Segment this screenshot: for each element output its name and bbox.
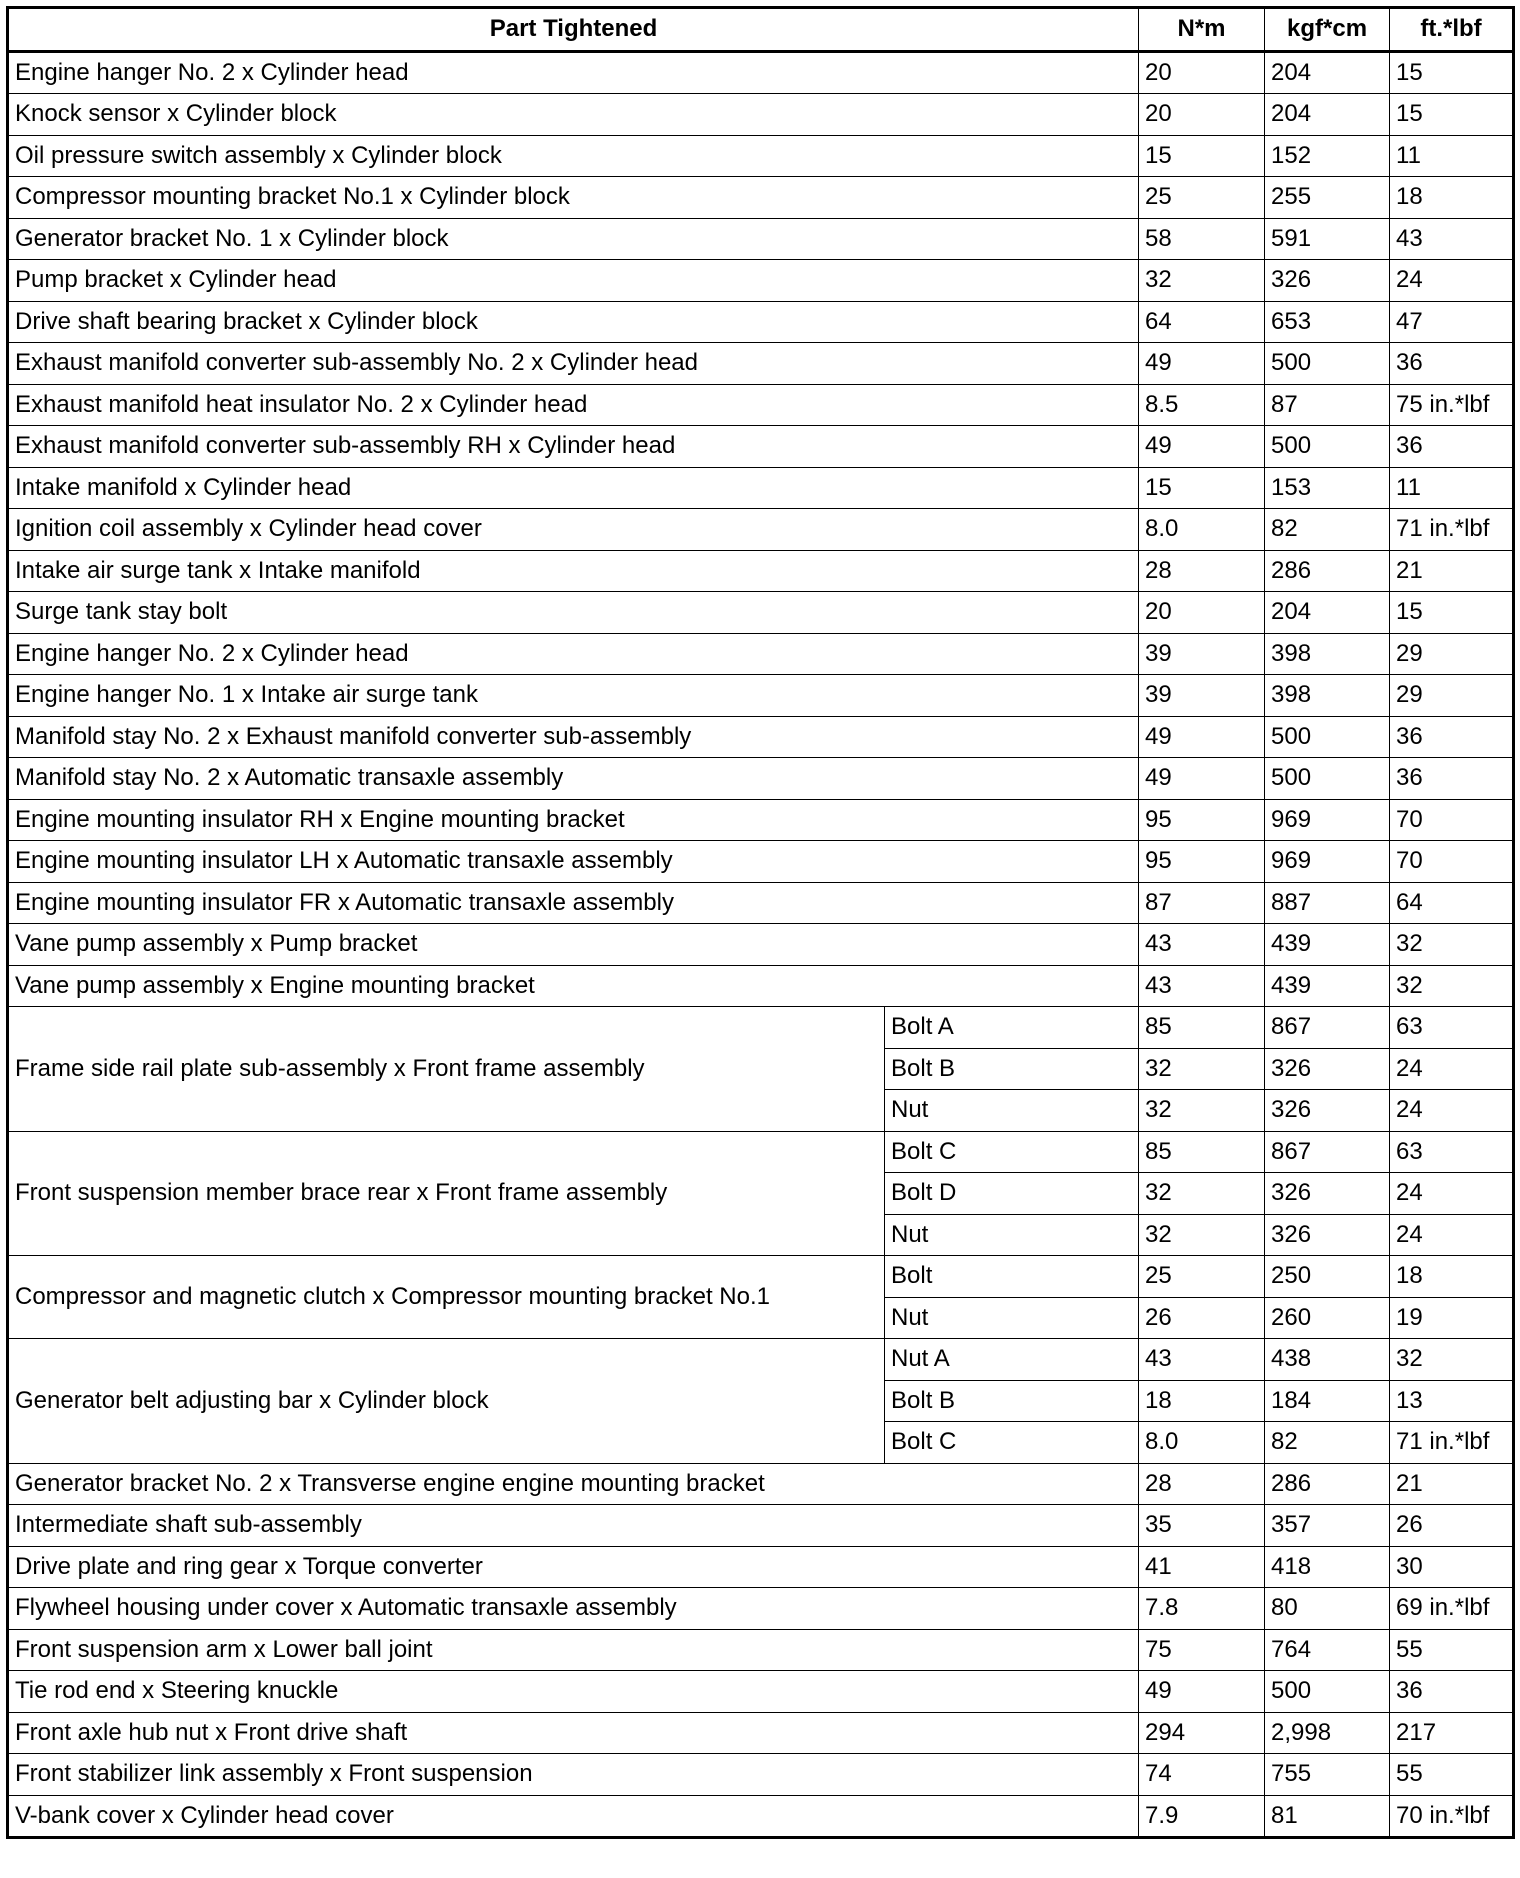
nm-cell: 64 [1139, 301, 1265, 343]
nm-cell: 26 [1139, 1297, 1265, 1339]
kgf-cm-cell: 969 [1265, 799, 1390, 841]
fastener-cell: Nut A [885, 1339, 1139, 1381]
ft-lbf-cell: 24 [1390, 1090, 1514, 1132]
ft-lbf-cell: 36 [1390, 426, 1514, 468]
ft-lbf-cell: 29 [1390, 633, 1514, 675]
kgf-cm-cell: 152 [1265, 135, 1390, 177]
nm-cell: 7.9 [1139, 1795, 1265, 1838]
part-cell: Surge tank stay bolt [8, 592, 1139, 634]
kgf-cm-cell: 260 [1265, 1297, 1390, 1339]
part-cell: Generator bracket No. 1 x Cylinder block [8, 218, 1139, 260]
table-row [8, 592, 1514, 634]
kgf-cm-cell: 286 [1265, 1463, 1390, 1505]
nm-cell: 15 [1139, 467, 1265, 509]
nm-cell: 28 [1139, 550, 1265, 592]
header-nm: N*m [1139, 8, 1265, 52]
part-cell: Drive shaft bearing bracket x Cylinder block [8, 301, 1139, 343]
ft-lbf-cell: 64 [1390, 882, 1514, 924]
kgf-cm-cell: 87 [1265, 384, 1390, 426]
table-row [8, 841, 1514, 883]
nm-cell: 39 [1139, 675, 1265, 717]
part-cell: Compressor mounting bracket No.1 x Cylinder block [8, 177, 1139, 219]
kgf-cm-cell: 153 [1265, 467, 1390, 509]
kgf-cm-cell: 82 [1265, 1422, 1390, 1464]
ft-lbf-cell: 21 [1390, 550, 1514, 592]
table-row [8, 343, 1514, 385]
table-row [8, 882, 1514, 924]
ft-lbf-cell: 15 [1390, 94, 1514, 136]
ft-lbf-cell: 32 [1390, 924, 1514, 966]
kgf-cm-cell: 887 [1265, 882, 1390, 924]
ft-lbf-cell: 55 [1390, 1629, 1514, 1671]
ft-lbf-cell: 26 [1390, 1505, 1514, 1547]
ft-lbf-cell: 18 [1390, 1256, 1514, 1298]
nm-cell: 49 [1139, 716, 1265, 758]
group-part-cell: Generator belt adjusting bar x Cylinder block [8, 1339, 885, 1464]
part-cell: Drive plate and ring gear x Torque converter [8, 1546, 1139, 1588]
part-cell: Manifold stay No. 2 x Exhaust manifold converter sub-assembly [8, 716, 1139, 758]
part-cell: Intake air surge tank x Intake manifold [8, 550, 1139, 592]
ft-lbf-cell: 71 in.*lbf [1390, 509, 1514, 551]
ft-lbf-cell: 70 [1390, 799, 1514, 841]
nm-cell: 85 [1139, 1007, 1265, 1049]
kgf-cm-cell: 764 [1265, 1629, 1390, 1671]
part-cell: Engine hanger No. 2 x Cylinder head [8, 633, 1139, 675]
part-cell: Knock sensor x Cylinder block [8, 94, 1139, 136]
ft-lbf-cell: 217 [1390, 1712, 1514, 1754]
fastener-cell: Bolt C [885, 1422, 1139, 1464]
part-cell: Vane pump assembly x Engine mounting bracket [8, 965, 1139, 1007]
kgf-cm-cell: 867 [1265, 1007, 1390, 1049]
table-row [8, 1339, 1514, 1381]
nm-cell: 95 [1139, 841, 1265, 883]
fastener-cell: Nut [885, 1297, 1139, 1339]
kgf-cm-cell: 326 [1265, 1214, 1390, 1256]
nm-cell: 25 [1139, 1256, 1265, 1298]
ft-lbf-cell: 24 [1390, 1048, 1514, 1090]
header-row [8, 8, 1514, 52]
ft-lbf-cell: 11 [1390, 135, 1514, 177]
kgf-cm-cell: 653 [1265, 301, 1390, 343]
ft-lbf-cell: 71 in.*lbf [1390, 1422, 1514, 1464]
kgf-cm-cell: 250 [1265, 1256, 1390, 1298]
part-cell: Oil pressure switch assembly x Cylinder block [8, 135, 1139, 177]
nm-cell: 32 [1139, 1090, 1265, 1132]
kgf-cm-cell: 398 [1265, 675, 1390, 717]
ft-lbf-cell: 36 [1390, 343, 1514, 385]
part-cell: Engine mounting insulator FR x Automatic transaxle assembly [8, 882, 1139, 924]
part-cell: Exhaust manifold heat insulator No. 2 x Cylinder head [8, 384, 1139, 426]
nm-cell: 20 [1139, 592, 1265, 634]
fastener-cell: Nut [885, 1090, 1139, 1132]
nm-cell: 85 [1139, 1131, 1265, 1173]
ft-lbf-cell: 55 [1390, 1754, 1514, 1796]
torque-spec-table [6, 6, 1515, 1839]
table-row [8, 51, 1514, 94]
nm-cell: 43 [1139, 965, 1265, 1007]
part-cell: Exhaust manifold converter sub-assembly RH x Cylinder head [8, 426, 1139, 468]
nm-cell: 294 [1139, 1712, 1265, 1754]
table-row [8, 94, 1514, 136]
table-row [8, 1256, 1514, 1298]
nm-cell: 75 [1139, 1629, 1265, 1671]
table-row [8, 633, 1514, 675]
ft-lbf-cell: 43 [1390, 218, 1514, 260]
part-cell: Tie rod end x Steering knuckle [8, 1671, 1139, 1713]
nm-cell: 41 [1139, 1546, 1265, 1588]
table-row [8, 260, 1514, 302]
nm-cell: 49 [1139, 1671, 1265, 1713]
table-row [8, 1463, 1514, 1505]
fastener-cell: Bolt B [885, 1048, 1139, 1090]
fastener-cell: Bolt B [885, 1380, 1139, 1422]
nm-cell: 25 [1139, 177, 1265, 219]
nm-cell: 20 [1139, 51, 1265, 94]
kgf-cm-cell: 500 [1265, 758, 1390, 800]
kgf-cm-cell: 80 [1265, 1588, 1390, 1630]
table-row [8, 965, 1514, 1007]
kgf-cm-cell: 500 [1265, 716, 1390, 758]
nm-cell: 58 [1139, 218, 1265, 260]
kgf-cm-cell: 204 [1265, 94, 1390, 136]
header-ft-lbf: ft.*lbf [1390, 8, 1514, 52]
nm-cell: 15 [1139, 135, 1265, 177]
table-row [8, 758, 1514, 800]
table-row [8, 509, 1514, 551]
nm-cell: 28 [1139, 1463, 1265, 1505]
part-cell: Engine mounting insulator RH x Engine mounting bracket [8, 799, 1139, 841]
table-row [8, 550, 1514, 592]
nm-cell: 20 [1139, 94, 1265, 136]
part-cell: Intermediate shaft sub-assembly [8, 1505, 1139, 1547]
part-cell: Intake manifold x Cylinder head [8, 467, 1139, 509]
table-row [8, 426, 1514, 468]
nm-cell: 8.0 [1139, 1422, 1265, 1464]
table-row [8, 301, 1514, 343]
ft-lbf-cell: 70 [1390, 841, 1514, 883]
table-body [8, 51, 1514, 1838]
ft-lbf-cell: 47 [1390, 301, 1514, 343]
nm-cell: 32 [1139, 260, 1265, 302]
ft-lbf-cell: 15 [1390, 592, 1514, 634]
part-cell: Ignition coil assembly x Cylinder head cover [8, 509, 1139, 551]
table-row [8, 1795, 1514, 1838]
header-part-tightened: Part Tightened [8, 8, 1139, 52]
ft-lbf-cell: 29 [1390, 675, 1514, 717]
nm-cell: 35 [1139, 1505, 1265, 1547]
ft-lbf-cell: 75 in.*lbf [1390, 384, 1514, 426]
kgf-cm-cell: 204 [1265, 592, 1390, 634]
nm-cell: 32 [1139, 1048, 1265, 1090]
table-row [8, 384, 1514, 426]
table-row [8, 467, 1514, 509]
nm-cell: 74 [1139, 1754, 1265, 1796]
kgf-cm-cell: 439 [1265, 965, 1390, 1007]
part-cell: Engine hanger No. 1 x Intake air surge tank [8, 675, 1139, 717]
part-cell: Manifold stay No. 2 x Automatic transaxle assembly [8, 758, 1139, 800]
kgf-cm-cell: 439 [1265, 924, 1390, 966]
kgf-cm-cell: 357 [1265, 1505, 1390, 1547]
table-row [8, 1505, 1514, 1547]
kgf-cm-cell: 82 [1265, 509, 1390, 551]
kgf-cm-cell: 755 [1265, 1754, 1390, 1796]
part-cell: Engine hanger No. 2 x Cylinder head [8, 51, 1139, 94]
nm-cell: 49 [1139, 426, 1265, 468]
table-row [8, 924, 1514, 966]
nm-cell: 18 [1139, 1380, 1265, 1422]
ft-lbf-cell: 36 [1390, 1671, 1514, 1713]
part-cell: Exhaust manifold converter sub-assembly No. 2 x Cylinder head [8, 343, 1139, 385]
kgf-cm-cell: 326 [1265, 260, 1390, 302]
ft-lbf-cell: 18 [1390, 177, 1514, 219]
kgf-cm-cell: 398 [1265, 633, 1390, 675]
part-cell: Generator bracket No. 2 x Transverse engine engine mounting bracket [8, 1463, 1139, 1505]
ft-lbf-cell: 24 [1390, 1214, 1514, 1256]
table-row [8, 177, 1514, 219]
kgf-cm-cell: 81 [1265, 1795, 1390, 1838]
table-row [8, 716, 1514, 758]
kgf-cm-cell: 326 [1265, 1048, 1390, 1090]
kgf-cm-cell: 969 [1265, 841, 1390, 883]
kgf-cm-cell: 418 [1265, 1546, 1390, 1588]
kgf-cm-cell: 286 [1265, 550, 1390, 592]
part-cell: Front suspension arm x Lower ball joint [8, 1629, 1139, 1671]
nm-cell: 43 [1139, 1339, 1265, 1381]
part-cell: Vane pump assembly x Pump bracket [8, 924, 1139, 966]
ft-lbf-cell: 24 [1390, 260, 1514, 302]
table-row [8, 1546, 1514, 1588]
ft-lbf-cell: 69 in.*lbf [1390, 1588, 1514, 1630]
ft-lbf-cell: 19 [1390, 1297, 1514, 1339]
ft-lbf-cell: 70 in.*lbf [1390, 1795, 1514, 1838]
ft-lbf-cell: 21 [1390, 1463, 1514, 1505]
group-part-cell: Front suspension member brace rear x Front frame assembly [8, 1131, 885, 1256]
nm-cell: 32 [1139, 1214, 1265, 1256]
kgf-cm-cell: 184 [1265, 1380, 1390, 1422]
ft-lbf-cell: 24 [1390, 1173, 1514, 1215]
ft-lbf-cell: 63 [1390, 1007, 1514, 1049]
table-row [8, 1712, 1514, 1754]
kgf-cm-cell: 204 [1265, 51, 1390, 94]
fastener-cell: Bolt C [885, 1131, 1139, 1173]
part-cell: Pump bracket x Cylinder head [8, 260, 1139, 302]
ft-lbf-cell: 36 [1390, 758, 1514, 800]
ft-lbf-cell: 13 [1390, 1380, 1514, 1422]
fastener-cell: Bolt [885, 1256, 1139, 1298]
ft-lbf-cell: 63 [1390, 1131, 1514, 1173]
kgf-cm-cell: 867 [1265, 1131, 1390, 1173]
nm-cell: 49 [1139, 758, 1265, 800]
group-part-cell: Frame side rail plate sub-assembly x Front frame assembly [8, 1007, 885, 1132]
table-row [8, 218, 1514, 260]
table-row [8, 1671, 1514, 1713]
kgf-cm-cell: 326 [1265, 1090, 1390, 1132]
kgf-cm-cell: 500 [1265, 343, 1390, 385]
table-row [8, 799, 1514, 841]
nm-cell: 39 [1139, 633, 1265, 675]
kgf-cm-cell: 500 [1265, 426, 1390, 468]
part-cell: Flywheel housing under cover x Automatic transaxle assembly [8, 1588, 1139, 1630]
ft-lbf-cell: 32 [1390, 1339, 1514, 1381]
fastener-cell: Bolt D [885, 1173, 1139, 1215]
nm-cell: 43 [1139, 924, 1265, 966]
kgf-cm-cell: 255 [1265, 177, 1390, 219]
table-row [8, 1131, 1514, 1173]
part-cell: V-bank cover x Cylinder head cover [8, 1795, 1139, 1838]
group-part-cell: Compressor and magnetic clutch x Compressor mounting bracket No.1 [8, 1256, 885, 1339]
nm-cell: 8.5 [1139, 384, 1265, 426]
part-cell: Engine mounting insulator LH x Automatic transaxle assembly [8, 841, 1139, 883]
fastener-cell: Nut [885, 1214, 1139, 1256]
nm-cell: 95 [1139, 799, 1265, 841]
ft-lbf-cell: 30 [1390, 1546, 1514, 1588]
part-cell: Front stabilizer link assembly x Front suspension [8, 1754, 1139, 1796]
kgf-cm-cell: 2,998 [1265, 1712, 1390, 1754]
header-kgf-cm: kgf*cm [1265, 8, 1390, 52]
ft-lbf-cell: 32 [1390, 965, 1514, 1007]
nm-cell: 87 [1139, 882, 1265, 924]
kgf-cm-cell: 326 [1265, 1173, 1390, 1215]
table-row [8, 1629, 1514, 1671]
nm-cell: 7.8 [1139, 1588, 1265, 1630]
ft-lbf-cell: 15 [1390, 51, 1514, 94]
fastener-cell: Bolt A [885, 1007, 1139, 1049]
table-row [8, 1588, 1514, 1630]
ft-lbf-cell: 36 [1390, 716, 1514, 758]
nm-cell: 8.0 [1139, 509, 1265, 551]
kgf-cm-cell: 500 [1265, 1671, 1390, 1713]
ft-lbf-cell: 11 [1390, 467, 1514, 509]
table-row [8, 1007, 1514, 1049]
nm-cell: 32 [1139, 1173, 1265, 1215]
table-row [8, 675, 1514, 717]
part-cell: Front axle hub nut x Front drive shaft [8, 1712, 1139, 1754]
nm-cell: 49 [1139, 343, 1265, 385]
kgf-cm-cell: 591 [1265, 218, 1390, 260]
table-row [8, 135, 1514, 177]
table-row [8, 1754, 1514, 1796]
kgf-cm-cell: 438 [1265, 1339, 1390, 1381]
